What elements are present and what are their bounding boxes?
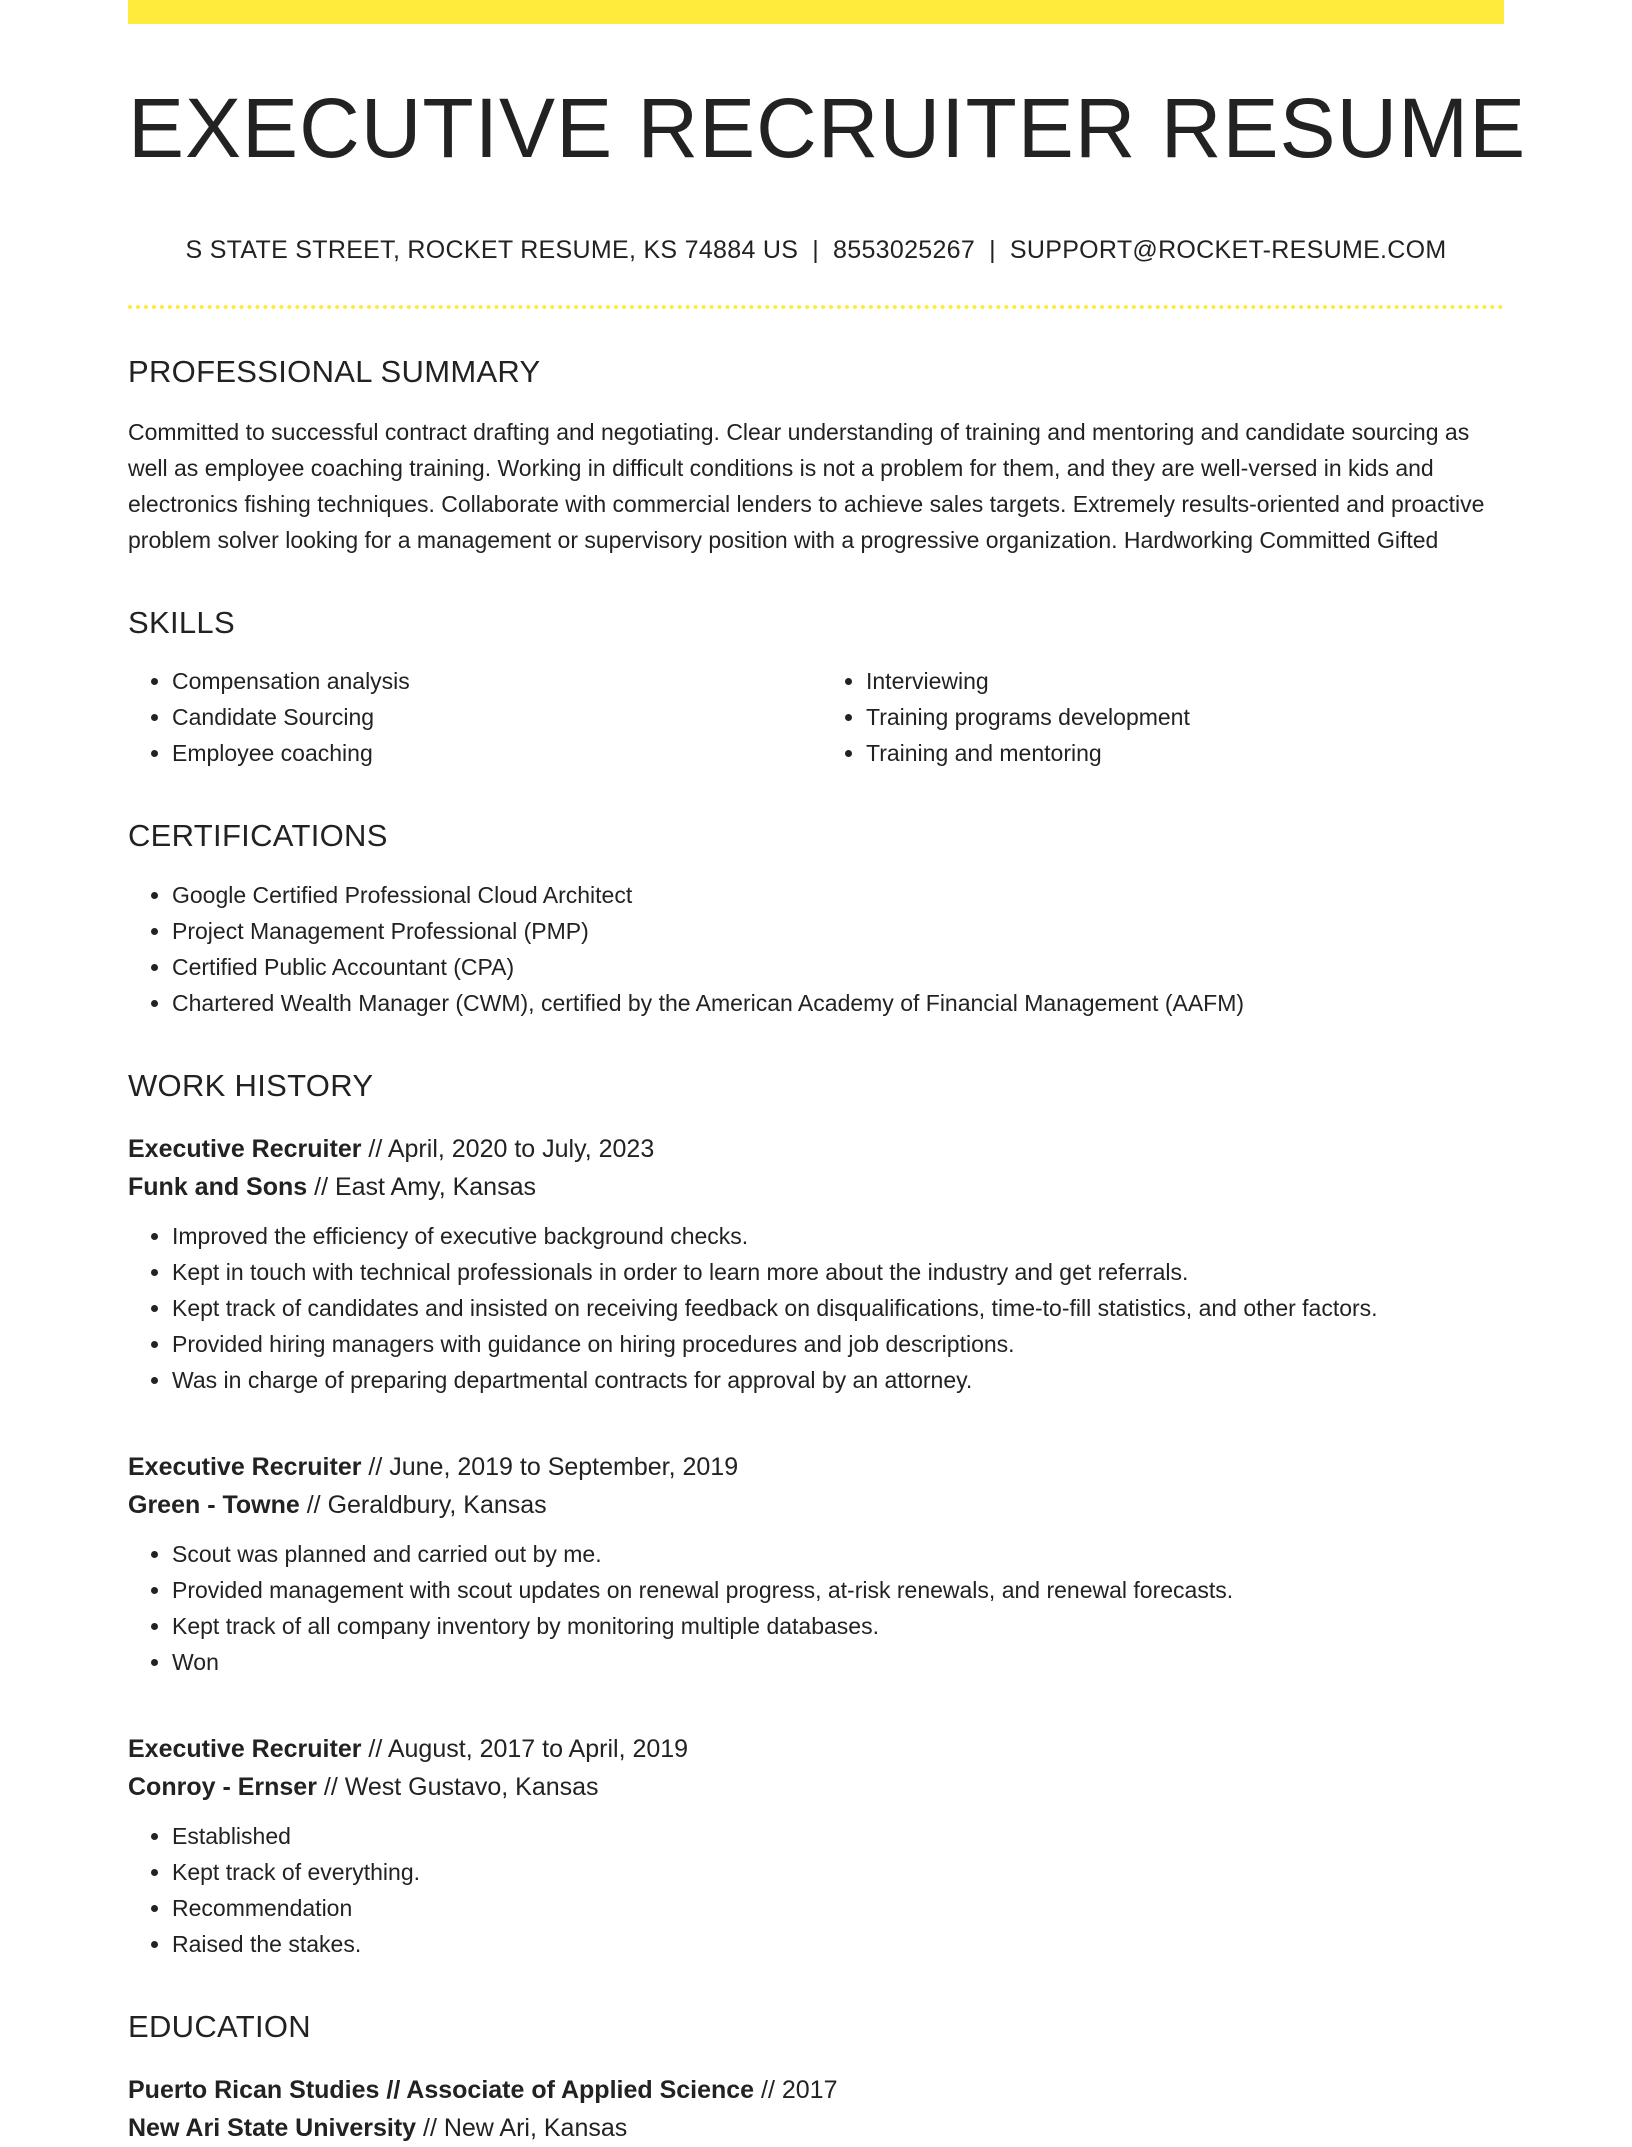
education-school: New Ari State University [128,2113,417,2142]
education-school-line [128,2109,1504,2147]
job-company: Conroy - Ernser [128,1772,317,1801]
contact-line [128,236,1504,265]
skills-columns [128,663,1504,771]
job-company: Funk and Sons [128,1172,308,1201]
skill-item: • Employee coaching [172,735,816,771]
certifications-section [128,817,1504,1020]
summary-text: Committed to successful contract drafting and negotiating. Clear understanding of training and mentoring and candidate sourcing as well as employee coaching training. Working in difficult conditions is not a problem for them, and they are well-versed in kids and electronics fishing techniques. Collaborate with commercial lenders to achieve sales targets. Extremely results-oriented and proactive problem solver looking for a management or supervisory position with a progressive organization. Hardworking Committed Gifted [128,419,1485,554]
job-bullet: • Raised the stakes. [172,1926,1504,1962]
skills-section [128,604,1504,771]
job-bullet: • Provided hiring managers with guidance on hiring procedures and job descriptions. [172,1326,1504,1362]
job-entry [128,1448,1504,1680]
job-bullets [128,1218,1504,1398]
contact-address: S STATE STREET, ROCKET RESUME, KS 74884 US [185,236,799,264]
job-company-line [128,1486,1504,1524]
job-dates: // April, 2020 to July, 2023 [361,1134,655,1163]
dotted-divider [128,305,1504,309]
resume-page [128,0,1527,2147]
job-bullet: • Was in charge of preparing departmental contracts for approval by an attorney. [172,1362,1504,1398]
skill-item: • Compensation analysis [172,663,816,699]
job-title-line [128,1448,1504,1486]
job-company-line [128,1168,1504,1206]
job-bullet: • Recommendation [172,1890,1504,1926]
contact-email: SUPPORT@ROCKET-RESUME.COM [1009,236,1447,264]
job-bullet: • Provided management with scout updates on renewal progress, at-risk renewals, and renewal forecasts. [172,1572,1504,1608]
accent-top-bar [128,0,1504,24]
job-title-line [128,1730,1504,1768]
certifications-list [128,877,1504,1021]
job-bullet: • Kept track of candidates and insisted on receiving feedback on disqualifications, time-to-fill statistics, and other factors. [172,1290,1504,1326]
work-history-section [128,1067,1504,1962]
certification-item: • Certified Public Accountant (CPA) [172,949,1504,985]
job-title-line [128,1130,1504,1168]
job-title: Executive Recruiter [128,1734,362,1763]
education-location: // New Ari, Kansas [416,2113,628,2142]
skill-item: • Interviewing [866,663,1504,699]
skill-item: • Training and mentoring [866,735,1504,771]
contact-phone: 8553025267 [833,236,976,264]
summary-heading: PROFESSIONAL SUMMARY [128,354,541,389]
contact-separator: | [989,236,996,264]
skill-item: • Candidate Sourcing [172,699,816,735]
certification-item: • Chartered Wealth Manager (CWM), certified by the American Academy of Financial Management (AAFM) [172,985,1504,1021]
job-bullet: • Kept track of everything. [172,1854,1504,1890]
job-dates: // June, 2019 to September, 2019 [361,1452,739,1481]
job-bullets [128,1536,1504,1680]
skills-right-list [816,663,1504,771]
education-year: // 2017 [754,2075,838,2104]
job-bullet: • Won [172,1644,1504,1680]
summary-section [128,353,1504,558]
job-title: Executive Recruiter [128,1134,362,1163]
certifications-heading: CERTIFICATIONS [128,818,388,854]
education-entry [128,2071,1504,2147]
skills-heading: SKILLS [128,605,235,641]
job-location: // Geraldbury, Kansas [299,1490,547,1519]
job-entry [128,1730,1504,1962]
contact-separator: | [812,236,820,264]
education-degree-line [128,2071,1504,2109]
skill-item: • Training programs development [866,699,1504,735]
job-bullet: • Established [172,1818,1504,1854]
certification-item: • Google Certified Professional Cloud Architect [172,877,1504,913]
education-heading: EDUCATION [128,2008,311,2044]
work-history-heading: WORK HISTORY [128,1067,374,1103]
job-dates: // August, 2017 to April, 2019 [361,1734,689,1763]
job-bullet: • Kept track of all company inventory by monitoring multiple databases. [172,1608,1504,1644]
job-company: Green - Towne [128,1490,300,1519]
job-bullet: • Scout was planned and carried out by me. [172,1536,1504,1572]
job-title: Executive Recruiter [128,1452,362,1481]
job-bullets [128,1818,1504,1962]
skills-left-list [128,663,816,771]
job-company-line [128,1768,1504,1806]
job-location: // East Amy, Kansas [307,1172,536,1201]
education-degree: Puerto Rican Studies // Associate of Applied Science [128,2075,755,2104]
job-bullet: • Kept in touch with technical professionals in order to learn more about the industry and get referrals. [172,1254,1504,1290]
job-location: // West Gustavo, Kansas [316,1772,599,1801]
certification-item: • Project Management Professional (PMP) [172,913,1504,949]
page-title: EXECUTIVE RECRUITER RESUME [128,81,1527,175]
education-section [128,2008,1504,2147]
job-bullet: • Improved the efficiency of executive background checks. [172,1218,1504,1254]
job-entry [128,1130,1504,1398]
